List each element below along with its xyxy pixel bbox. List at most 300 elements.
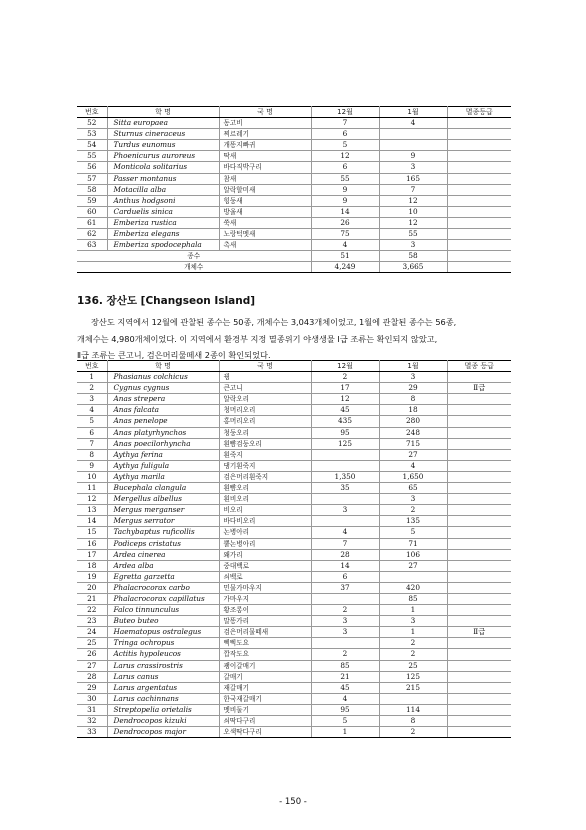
table-row [77, 605, 511, 616]
cell-december-count: 6 [311, 571, 379, 582]
cell-endangered-grade [447, 427, 511, 438]
cell-january-count: 8 [379, 394, 447, 405]
cell-endangered-grade [447, 605, 511, 616]
cell-endangered-grade [447, 593, 511, 604]
cell-endangered-grade [447, 460, 511, 471]
cell-december-count [311, 638, 379, 649]
table-row [77, 627, 511, 638]
cell-january-count [379, 129, 447, 140]
cell-endangered-grade [447, 671, 511, 682]
cell-scientific-name: Larus argentatus [107, 682, 219, 693]
table-row [77, 206, 511, 217]
cell-korean-name: 촉새 [219, 240, 311, 251]
cell-korean-name: 알락오리 [219, 394, 311, 405]
table-row [77, 593, 511, 604]
cell-number: 7 [77, 438, 107, 449]
cell-korean-name: 민물가마우지 [219, 582, 311, 593]
cell-endangered-grade [447, 394, 511, 405]
cell-january-count [379, 693, 447, 704]
cell-korean-name: 흰뺨검둥오리 [219, 438, 311, 449]
cell-january-count [379, 571, 447, 582]
cell-scientific-name: Motacilla alba [107, 184, 219, 195]
cell-scientific-name: Emberiza spodocephala [107, 240, 219, 251]
cell-scientific-name: Falco tinnunculus [107, 605, 219, 616]
header-endangered-grade: 멸종 등급 [447, 361, 511, 372]
cell-number: 2 [77, 383, 107, 394]
cell-december-count: 1 [311, 727, 379, 738]
cell-endangered-grade [447, 649, 511, 660]
cell-december-count: 3 [311, 505, 379, 516]
cell-endangered-grade [447, 727, 511, 738]
cell-december-count: 12 [311, 394, 379, 405]
cell-endangered-grade [447, 660, 511, 671]
header-december: 12월 [311, 107, 379, 118]
table-row [77, 638, 511, 649]
cell-scientific-name: Ardea cinerea [107, 549, 219, 560]
cell-korean-name: 검은머리흰죽지 [219, 471, 311, 482]
cell-december-count: 6 [311, 162, 379, 173]
cell-january-count: 3 [379, 616, 447, 627]
header-korean-name: 국 명 [219, 361, 311, 372]
cell-korean-name: 삑삑도요 [219, 638, 311, 649]
table-row [77, 660, 511, 671]
cell-scientific-name: Dendrocopos kizuki [107, 716, 219, 727]
cell-scientific-name: Anas penelope [107, 416, 219, 427]
cell-number: 19 [77, 571, 107, 582]
cell-january-count: 65 [379, 483, 447, 494]
species-table-continued [77, 106, 511, 273]
cell-number: 24 [77, 627, 107, 638]
table-row [77, 162, 511, 173]
cell-number: 60 [77, 206, 107, 217]
table-header-row [77, 361, 511, 372]
cell-endangered-grade [447, 582, 511, 593]
cell-january-count: 215 [379, 682, 447, 693]
cell-scientific-name: Anas strepera [107, 394, 219, 405]
cell-january-count: 2 [379, 727, 447, 738]
cell-endangered-grade [447, 516, 511, 527]
cell-december-count: 17 [311, 383, 379, 394]
cell-korean-name: 갈매기 [219, 671, 311, 682]
table-row [77, 693, 511, 704]
cell-scientific-name: Sitta europaea [107, 118, 219, 129]
table-row [77, 704, 511, 715]
cell-january-count: 106 [379, 549, 447, 560]
cell-number: 61 [77, 217, 107, 228]
cell-scientific-name: Phoenicurus auroreus [107, 151, 219, 162]
cell-scientific-name: Anas poecilorhyncha [107, 438, 219, 449]
table-row [77, 438, 511, 449]
cell-number: 18 [77, 560, 107, 571]
cell-endangered-grade [447, 494, 511, 505]
table-row [77, 118, 511, 129]
cell-december-count [311, 449, 379, 460]
cell-january-count: 27 [379, 449, 447, 460]
table-row [77, 427, 511, 438]
cell-endangered-grade [447, 693, 511, 704]
cell-endangered-grade [447, 505, 511, 516]
cell-january-count: 29 [379, 383, 447, 394]
species-count-row-grade [447, 251, 511, 262]
cell-scientific-name: Ardea alba [107, 560, 219, 571]
cell-january-count: 1 [379, 605, 447, 616]
individuals-count-row [77, 262, 511, 273]
cell-endangered-grade [447, 682, 511, 693]
cell-korean-name: 방울새 [219, 206, 311, 217]
table-row [77, 173, 511, 184]
cell-january-count: 2 [379, 505, 447, 516]
header-january: 1월 [379, 107, 447, 118]
table-row [77, 416, 511, 427]
cell-january-count: 1,650 [379, 471, 447, 482]
cell-number: 26 [77, 649, 107, 660]
header-endangered-grade: 멸종등급 [447, 107, 511, 118]
cell-korean-name: 멧비둘기 [219, 704, 311, 715]
cell-december-count: 3 [311, 627, 379, 638]
table-row [77, 184, 511, 195]
cell-korean-name: 꿩 [219, 372, 311, 383]
cell-korean-name: 비오리 [219, 505, 311, 516]
table-row [77, 571, 511, 582]
cell-january-count: 27 [379, 560, 447, 571]
cell-december-count: 6 [311, 129, 379, 140]
cell-endangered-grade [447, 527, 511, 538]
cell-number: 14 [77, 516, 107, 527]
cell-korean-name: 깝작도요 [219, 649, 311, 660]
cell-korean-name: 흰뺨오리 [219, 483, 311, 494]
cell-december-count: 14 [311, 560, 379, 571]
cell-number: 54 [77, 140, 107, 151]
cell-number: 23 [77, 616, 107, 627]
table-row [77, 505, 511, 516]
cell-scientific-name: Cygnus cygnus [107, 383, 219, 394]
cell-december-count: 75 [311, 229, 379, 240]
cell-scientific-name: Larus cachinnans [107, 693, 219, 704]
page-number: - 150 - [279, 797, 307, 807]
cell-january-count: 9 [379, 151, 447, 162]
individuals-count-row-january: 3,665 [379, 262, 447, 273]
cell-number: 57 [77, 173, 107, 184]
cell-scientific-name: Phalacrocorax capillatus [107, 593, 219, 604]
cell-number: 59 [77, 195, 107, 206]
cell-january-count: 135 [379, 516, 447, 527]
cell-january-count: 4 [379, 460, 447, 471]
header-january: 1월 [379, 361, 447, 372]
cell-endangered-grade [447, 229, 511, 240]
table-row [77, 449, 511, 460]
cell-number: 21 [77, 593, 107, 604]
cell-january-count: 71 [379, 538, 447, 549]
cell-january-count: 10 [379, 206, 447, 217]
cell-scientific-name: Phasianus colchicus [107, 372, 219, 383]
table-row [77, 229, 511, 240]
cell-korean-name: 오색딱다구리 [219, 727, 311, 738]
cell-korean-name: 큰고니 [219, 383, 311, 394]
cell-december-count: 12 [311, 151, 379, 162]
table-row [77, 616, 511, 627]
header-number: 번호 [77, 361, 107, 372]
cell-korean-name: 한국재갈매기 [219, 693, 311, 704]
cell-endangered-grade [447, 405, 511, 416]
table-row [77, 682, 511, 693]
cell-scientific-name: Mergus merganser [107, 505, 219, 516]
cell-korean-name: 홍머리오리 [219, 416, 311, 427]
section-title: 136. 장산도 [Changseon Island] [77, 295, 256, 307]
cell-korean-name: 힝둥새 [219, 195, 311, 206]
cell-number: 13 [77, 505, 107, 516]
header-korean-name: 국 명 [219, 107, 311, 118]
cell-korean-name: 바다비오리 [219, 516, 311, 527]
cell-december-count: 21 [311, 671, 379, 682]
cell-endangered-grade [447, 240, 511, 251]
paragraph-line: 장산도 지역에서 12월에 관찰된 종수는 50종, 개체수는 3,043개체이었고, 1월에 관찰된 종수는 56종, [91, 317, 457, 327]
cell-number: 16 [77, 538, 107, 549]
cell-korean-name: 쇠백로 [219, 571, 311, 582]
table-row [77, 372, 511, 383]
cell-scientific-name: Mergellus albellus [107, 494, 219, 505]
table-row [77, 405, 511, 416]
species-count-row [77, 251, 511, 262]
cell-scientific-name: Buteo buteo [107, 616, 219, 627]
cell-endangered-grade [447, 571, 511, 582]
cell-scientific-name: Sturnus cineraceus [107, 129, 219, 140]
table-header-row [77, 107, 511, 118]
cell-scientific-name: Haematopus ostralegus [107, 627, 219, 638]
table-row [77, 716, 511, 727]
cell-number: 17 [77, 549, 107, 560]
cell-number: 28 [77, 671, 107, 682]
header-scientific-name: 학 명 [107, 107, 219, 118]
cell-endangered-grade [447, 704, 511, 715]
cell-scientific-name: Egretta garzetta [107, 571, 219, 582]
table-row [77, 460, 511, 471]
cell-scientific-name: Tringa ochropus [107, 638, 219, 649]
cell-endangered-grade [447, 118, 511, 129]
cell-january-count: 18 [379, 405, 447, 416]
cell-number: 27 [77, 660, 107, 671]
table-row [77, 394, 511, 405]
cell-december-count [311, 494, 379, 505]
cell-number: 33 [77, 727, 107, 738]
cell-december-count: 4 [311, 527, 379, 538]
cell-december-count: 7 [311, 118, 379, 129]
cell-korean-name: 알락할미새 [219, 184, 311, 195]
cell-scientific-name: Actitis hypoleucos [107, 649, 219, 660]
table-row [77, 494, 511, 505]
cell-january-count: 248 [379, 427, 447, 438]
cell-january-count: 8 [379, 716, 447, 727]
cell-endangered-grade [447, 716, 511, 727]
cell-scientific-name: Phalacrocorax carbo [107, 582, 219, 593]
cell-endangered-grade [447, 162, 511, 173]
cell-scientific-name: Anthus hodgsoni [107, 195, 219, 206]
cell-endangered-grade [447, 471, 511, 482]
cell-january-count: 3 [379, 162, 447, 173]
cell-endangered-grade [447, 217, 511, 228]
cell-scientific-name: Anas platyrhynchos [107, 427, 219, 438]
table-row [77, 671, 511, 682]
table-row [77, 140, 511, 151]
cell-january-count: 85 [379, 593, 447, 604]
cell-december-count: 95 [311, 427, 379, 438]
cell-number: 6 [77, 427, 107, 438]
table-row [77, 151, 511, 162]
cell-korean-name: 흰죽지 [219, 449, 311, 460]
cell-endangered-grade [447, 195, 511, 206]
cell-january-count: 2 [379, 638, 447, 649]
cell-december-count: 5 [311, 716, 379, 727]
table-row [77, 727, 511, 738]
header-december: 12월 [311, 361, 379, 372]
cell-scientific-name: Aythya fuligula [107, 460, 219, 471]
individuals-count-row-december: 4,249 [311, 262, 379, 273]
cell-number: 29 [77, 682, 107, 693]
cell-korean-name: 검은머리물떼새 [219, 627, 311, 638]
cell-december-count: 4 [311, 693, 379, 704]
cell-endangered-grade [447, 616, 511, 627]
cell-endangered-grade [447, 416, 511, 427]
cell-december-count: 35 [311, 483, 379, 494]
cell-number: 15 [77, 527, 107, 538]
cell-endangered-grade [447, 184, 511, 195]
species-count-row-label: 종수 [77, 251, 311, 262]
cell-endangered-grade [447, 140, 511, 151]
cell-number: 12 [77, 494, 107, 505]
cell-january-count: 12 [379, 217, 447, 228]
cell-number: 31 [77, 704, 107, 715]
cell-january-count: 4 [379, 118, 447, 129]
cell-scientific-name: Monticola solitarius [107, 162, 219, 173]
cell-january-count: 2 [379, 649, 447, 660]
cell-number: 10 [77, 471, 107, 482]
cell-korean-name: 쑥새 [219, 217, 311, 228]
cell-number: 56 [77, 162, 107, 173]
cell-korean-name: 쇠딱다구리 [219, 716, 311, 727]
cell-scientific-name: Passer montanus [107, 173, 219, 184]
cell-december-count: 7 [311, 538, 379, 549]
species-table-changseon [77, 360, 511, 738]
cell-january-count: 125 [379, 671, 447, 682]
cell-endangered-grade: Ⅱ급 [447, 627, 511, 638]
cell-korean-name: 바다직박구리 [219, 162, 311, 173]
table-row [77, 217, 511, 228]
cell-korean-name: 말똥가리 [219, 616, 311, 627]
cell-january-count: 420 [379, 582, 447, 593]
cell-korean-name: 노랑턱멧새 [219, 229, 311, 240]
cell-december-count: 9 [311, 184, 379, 195]
table-row [77, 527, 511, 538]
cell-korean-name: 흰비오리 [219, 494, 311, 505]
cell-number: 5 [77, 416, 107, 427]
cell-korean-name: 황조롱이 [219, 605, 311, 616]
cell-january-count: 12 [379, 195, 447, 206]
paragraph-line: Ⅱ급 조류는 큰고니, 검은머리물떼새 2종이 확인되었다. [77, 350, 271, 360]
table-row [77, 129, 511, 140]
cell-december-count [311, 593, 379, 604]
cell-december-count: 45 [311, 405, 379, 416]
cell-scientific-name: Aythya marila [107, 471, 219, 482]
cell-korean-name: 재갈매기 [219, 682, 311, 693]
individuals-count-row-grade [447, 262, 511, 273]
paragraph-line: 개체수는 4,980개체이었다. 이 지역에서 환경부 지정 멸종위기 야생생물 Ⅰ급 조류는 확인되지 않았고, [77, 333, 438, 344]
table-row [77, 560, 511, 571]
cell-korean-name: 논병아리 [219, 527, 311, 538]
cell-korean-name: 청머리오리 [219, 405, 311, 416]
individuals-count-row-label: 개체수 [77, 262, 311, 273]
cell-december-count: 5 [311, 140, 379, 151]
cell-scientific-name: Larus crassirostris [107, 660, 219, 671]
table-row [77, 549, 511, 560]
cell-december-count: 26 [311, 217, 379, 228]
cell-number: 52 [77, 118, 107, 129]
cell-number: 1 [77, 372, 107, 383]
cell-december-count: 55 [311, 173, 379, 184]
cell-number: 63 [77, 240, 107, 251]
cell-december-count: 2 [311, 605, 379, 616]
cell-number: 25 [77, 638, 107, 649]
cell-scientific-name: Podiceps cristatus [107, 538, 219, 549]
cell-korean-name: 왜가리 [219, 549, 311, 560]
table-row [77, 195, 511, 206]
cell-endangered-grade [447, 638, 511, 649]
cell-scientific-name: Emberiza elegans [107, 229, 219, 240]
cell-january-count [379, 140, 447, 151]
cell-number: 53 [77, 129, 107, 140]
cell-december-count: 4 [311, 240, 379, 251]
cell-endangered-grade [447, 129, 511, 140]
species-count-row-january: 58 [379, 251, 447, 262]
cell-january-count: 5 [379, 527, 447, 538]
cell-january-count: 715 [379, 438, 447, 449]
cell-endangered-grade [447, 372, 511, 383]
cell-december-count: 125 [311, 438, 379, 449]
table-row [77, 538, 511, 549]
cell-scientific-name: Aythya ferina [107, 449, 219, 460]
cell-december-count: 37 [311, 582, 379, 593]
cell-december-count: 435 [311, 416, 379, 427]
cell-scientific-name: Emberiza rustica [107, 217, 219, 228]
cell-december-count: 9 [311, 195, 379, 206]
cell-scientific-name: Larus canus [107, 671, 219, 682]
cell-number: 4 [77, 405, 107, 416]
cell-january-count: 7 [379, 184, 447, 195]
cell-korean-name: 뿔논병아리 [219, 538, 311, 549]
table-row [77, 471, 511, 482]
cell-korean-name: 참새 [219, 173, 311, 184]
cell-number: 11 [77, 483, 107, 494]
cell-december-count: 2 [311, 649, 379, 660]
cell-december-count [311, 460, 379, 471]
cell-korean-name: 댕기흰죽지 [219, 460, 311, 471]
cell-number: 20 [77, 582, 107, 593]
cell-december-count [311, 516, 379, 527]
cell-december-count: 1,350 [311, 471, 379, 482]
cell-endangered-grade: Ⅱ급 [447, 383, 511, 394]
cell-endangered-grade [447, 560, 511, 571]
cell-endangered-grade [447, 173, 511, 184]
cell-korean-name: 가마우지 [219, 593, 311, 604]
cell-january-count: 1 [379, 627, 447, 638]
cell-number: 30 [77, 693, 107, 704]
cell-january-count: 55 [379, 229, 447, 240]
cell-number: 32 [77, 716, 107, 727]
cell-scientific-name: Anas falcata [107, 405, 219, 416]
header-scientific-name: 학 명 [107, 361, 219, 372]
table-row [77, 649, 511, 660]
table-row [77, 483, 511, 494]
cell-december-count: 95 [311, 704, 379, 715]
table-row [77, 240, 511, 251]
